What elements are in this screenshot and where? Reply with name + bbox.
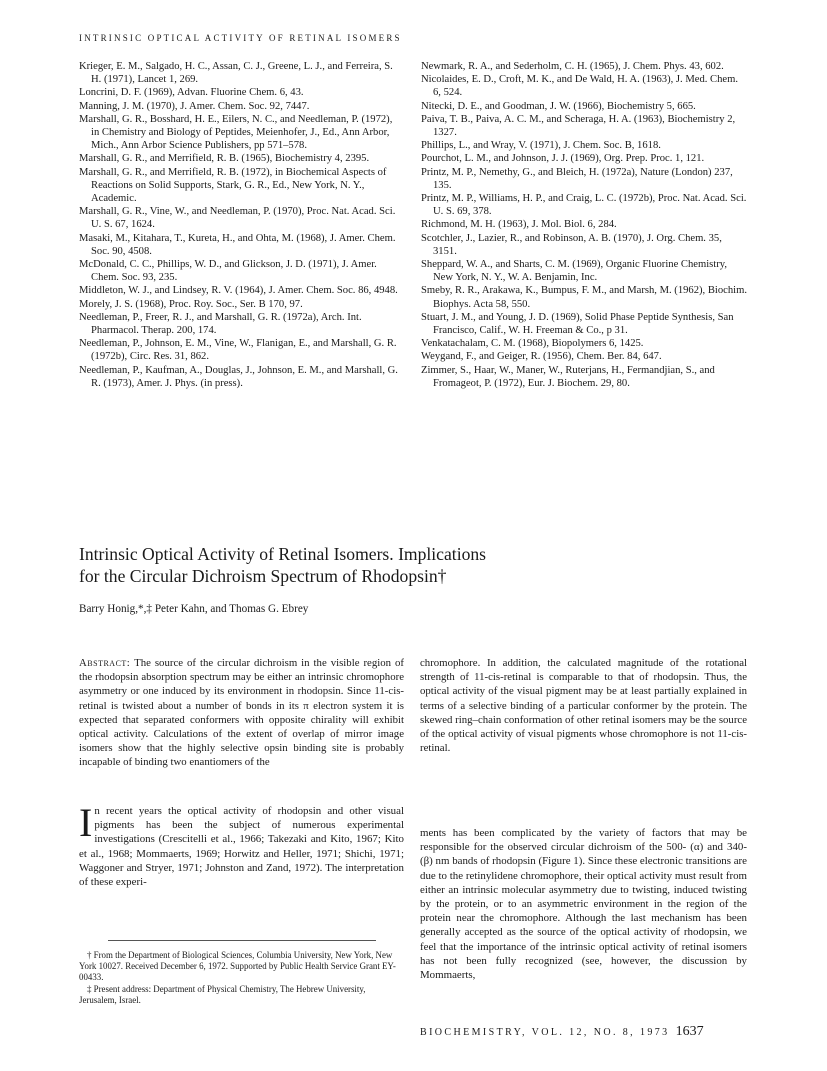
reference-item: Nitecki, D. E., and Goodman, J. W. (1966), Biochemistry 5, 665. [421, 100, 696, 112]
reference-item: Middleton, W. J., and Lindsey, R. V. (1964), J. Amer. Chem. Soc. 86, 4948. [79, 285, 398, 297]
article-title-line-2: for the Circular Dichroism Spectrum of Rhodopsin† [79, 566, 447, 586]
reference-item: Morely, J. S. (1968), Proc. Roy. Soc., Ser. B 170, 97. [79, 298, 303, 310]
reference-item: Marshall, G. R., and Merrifield, R. B. (1965), Biochemistry 4, 2395. [79, 153, 370, 165]
references-left-column [79, 60, 399, 390]
reference-item: Scotchler, J., Lazier, R., and Robinson, A. B. (1970), J. Org. Chem. 35, 3151. [421, 232, 722, 257]
drop-cap: I [79, 800, 93, 845]
reference-item: Printz, M. P., Nemethy, G., and Bleich, H. (1972a), Nature (London) 237, 135. [421, 166, 733, 191]
footer-journal: BIOCHEMISTRY, VOL. 12, NO. 8, 1973 [420, 1027, 670, 1038]
reference-item: Marshall, G. R., Bosshard, H. E., Eilers, N. C., and Needleman, P. (1972), in Chemistry and Biology of Peptides, Meienhofer, J., Ed., Ann Arbor, Mich., Ann Arbor Science Publishers, pp 571–578. [79, 113, 393, 152]
footnote-affiliation: † From the Department of Biological Sciences, Columbia University, New York, New York 10027. Received December 6, 1972. Supported by Public Health Service Grant EY-00433. [79, 950, 396, 982]
authors: Barry Honig,*,‡ Peter Kahn, and Thomas G. Ebrey [79, 603, 309, 615]
reference-item: Marshall, G. R., Vine, W., and Needleman, P. (1970), Proc. Nat. Acad. Sci. U. S. 67, 1624. [79, 206, 396, 231]
body-right-column: ments has been complicated by the variety of factors that may be responsible for the observed circular dichroism of the 500- (α) and 340- (β) nm bands of rhodopsin (Figure 1). Since these electronic transitions are due to the retinylidene chromophore, their optical activity must result from either an intrinsic molecular asymmetry due to twisting, induced twisting by the protein, or to an asymmetric environment in the region of the protein near the chromophore. Although the last mechanism has been generally accepted as the source of the optical activity of rhodopsin, we feel that the importance of the intrinsic optical activity of retinal isomers has not been fully recognized (see, however, the discussion by Mommaerts, [420, 827, 747, 982]
abstract-right-column: chromophore. In addition, the calculated magnitude of the rotational strength of 11-cis-retinal is comparable to that of rhodopsin. Thus, the optical activity of the visual pigment may be at least partially explained in terms of a selective binding of a particular conformer by the protein. The skewed ring–chain conformation of other retinal isomers may be the source of the optical activity of visual pigments whose chromophore is not 11-cis-retinal. [420, 657, 747, 755]
reference-item: Weygand, F., and Geiger, R. (1956), Chem. Ber. 84, 647. [421, 351, 662, 363]
reference-item: Smeby, R. R., Arakawa, K., Bumpus, F. M., and Marsh, M. (1962), Biochim. Biophys. Acta 58, 550. [421, 285, 747, 310]
reference-item: Needleman, P., Johnson, E. M., Vine, W., Flanigan, E., and Marshall, G. R. (1972b), Circ. Res. 31, 862. [79, 338, 397, 363]
article-title [79, 543, 759, 587]
article-title-line-1: Intrinsic Optical Activity of Retinal Isomers. Implications [79, 544, 487, 564]
references-right-column [421, 60, 747, 390]
body-left-column [79, 800, 404, 889]
reference-item: Sheppard, W. A., and Sharts, C. M. (1969), Organic Fluorine Chemistry, New York, N. Y., W. A. Benjamin, Inc. [421, 259, 728, 284]
footnote-present-address: ‡ Present address: Department of Physical Chemistry, The Hebrew University, Jerusalem, Israel. [79, 984, 366, 1005]
reference-item: Zimmer, S., Haar, W., Maner, W., Ruterjans, H., Fermandjian, S., and Fromageot, P. (1972), Eur. J. Biochem. 29, 80. [421, 364, 715, 389]
reference-item: Richmond, M. H. (1963), J. Mol. Biol. 6, 284. [421, 219, 617, 231]
reference-item: Venkatachalam, C. M. (1968), Biopolymers 6, 1425. [421, 338, 644, 350]
reference-item: Printz, M. P., Williams, H. P., and Craig, L. C. (1972b), Proc. Nat. Acad. Sci. U. S. 69, 378. [421, 193, 747, 218]
reference-item: Manning, J. M. (1970), J. Amer. Chem. Soc. 92, 7447. [79, 100, 310, 112]
reference-item: Masaki, M., Kitahara, T., Kureta, H., and Ohta, M. (1968), J. Amer. Chem. Soc. 90, 4508. [79, 232, 396, 257]
running-head: INTRINSIC OPTICAL ACTIVITY OF RETINAL ISOMERS [79, 33, 402, 43]
abstract-left-column [79, 656, 404, 770]
reference-item: Loncrini, D. F. (1969), Advan. Fluorine Chem. 6, 43. [79, 87, 304, 99]
reference-item: Marshall, G. R., and Merrifield, R. B. (1972), in Biochemical Aspects of Reactions on Solid Supports, Stark, G. R., Ed., New York, N. Y., Academic. [79, 166, 387, 205]
reference-item: McDonald, C. C., Phillips, W. D., and Glickson, J. D. (1971), J. Amer. Chem. Soc. 93, 235. [79, 259, 377, 284]
reference-item: Nicolaides, E. D., Croft, M. K., and De Wald, H. A. (1963), J. Med. Chem. 6, 524. [421, 74, 739, 99]
footnotes [79, 950, 404, 1007]
reference-item: Newmark, R. A., and Sederholm, C. H. (1965), J. Chem. Phys. 43, 602. [421, 61, 724, 72]
reference-item: Stuart, J. M., and Young, J. D. (1969), Solid Phase Peptide Synthesis, San Francisco, Calif., W. H. Freeman & Co., p 31. [421, 311, 734, 337]
body-text-left: n recent years the optical activity of rhodopsin and other visual pigments has been the subject of numerous experimental investigations (Crescitelli et al., 1966; Takezaki and Kito, 1967; Kito et al., 1968; Mommaerts, 1969; Horwitz and Heller, 1971; Shichi, 1971; Waggoner and Stryer, 1971; Johnston and Zand, 1972). The interpretation of these experi- [79, 805, 404, 889]
footnote-divider [108, 940, 376, 941]
abstract-text-left: The source of the circular dichroism in the visible region of the rhodopsin absorption spectrum may be either an intrinsic chromophore asymmetry or one induced by its environment in rhodopsin. Since 11-cis-retinal is twisted about a number of bonds in its π electron system it is expected that separated conformers with opposite chirality will exhibit optical activity. Calculations of the extent of overlap of mirror image isomers show that the highly selective opsin binding site is probably incapable of binding two enantiomers of the [79, 657, 404, 769]
reference-item: Krieger, E. M., Salgado, H. C., Assan, C. J., Greene, L. J., and Ferreira, S. H. (1971), Lancet 1, 269. [79, 61, 393, 86]
page-number: 1637 [675, 1024, 704, 1039]
reference-item: Paiva, T. B., Paiva, A. C. M., and Scheraga, H. A. (1963), Biochemistry 2, 1327. [421, 113, 736, 139]
abstract-label: Abstract: [79, 657, 131, 669]
page-footer [420, 1024, 704, 1040]
reference-item: Phillips, L., and Wray, V. (1971), J. Chem. Soc. B, 1618. [421, 140, 661, 152]
reference-item: Needleman, P., Kaufman, A., Douglas, J., Johnson, E. M., and Marshall, G. R. (1973), Amer. J. Phys. (in press). [79, 364, 398, 389]
reference-item: Needleman, P., Freer, R. J., and Marshall, G. R. (1972a), Arch. Int. Pharmacol. Therap. 200, 174. [79, 311, 362, 337]
reference-item: Pourchot, L. M., and Johnson, J. J. (1969), Org. Prep. Proc. 1, 121. [421, 153, 705, 165]
